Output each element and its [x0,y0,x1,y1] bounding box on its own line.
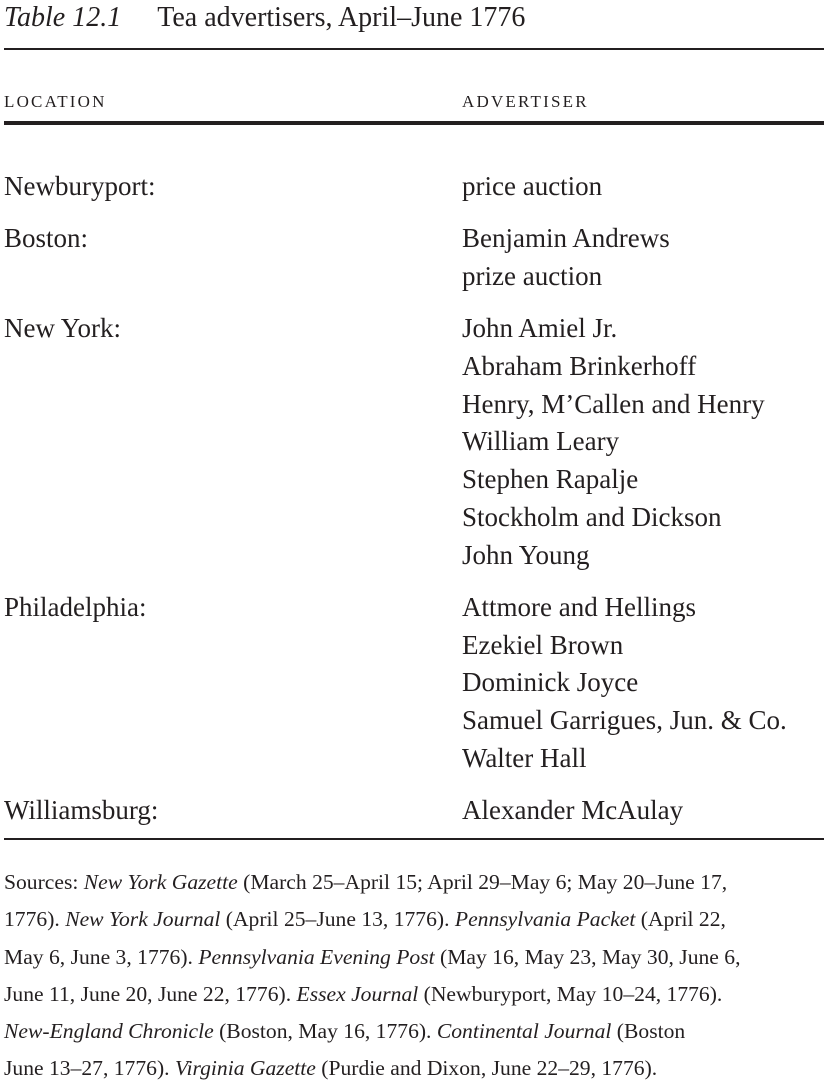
advertiser-name: Henry, M’Callen and Henry [462,388,765,419]
source-publication-title: Essex Journal [296,981,419,1006]
header-advertiser: ADVERTISER [462,92,589,111]
table-row [4,589,824,778]
source-publication-title: New-England Chronicle [4,1019,214,1044]
source-publication-title: Pennsylvania Packet [454,907,636,932]
source-text: May 6, June 3, 1776). [4,944,199,969]
table-body [4,168,824,844]
table-row [4,310,824,575]
bottom-rule [4,838,824,840]
source-text: (April 22, [635,907,726,932]
sources-line [4,864,824,901]
source-text: (April 25–June 13, 1776). [220,907,455,932]
source-text: (Boston [611,1019,686,1044]
advertiser-name: Stephen Rapalje [462,464,639,495]
advertiser-cell [462,168,824,206]
table-row [4,220,824,296]
source-publication-title: New York Journal [65,907,221,932]
location-cell: Williamsburg: [4,795,159,826]
advertiser-name: price auction [462,171,603,201]
source-text: (Boston, May 16, 1776). [213,1019,437,1044]
advertiser-cell [462,310,824,575]
advertiser-name: Benjamin Andrews [462,223,670,254]
source-text: (Newburyport, May 10–24, 1776). [418,981,723,1006]
advertiser-name: Abraham Brinkerhoff [462,350,697,381]
header-rule [4,121,824,125]
advertiser-name: Alexander McAulay [462,795,684,826]
source-text: 1776). [4,907,66,932]
sources-line [4,1050,824,1087]
advertiser-cell [462,792,824,830]
table-header-row [4,88,824,116]
source-text: (Purdie and Dixon, June 22–29, 1776). [315,1056,658,1081]
sources-line [4,1013,824,1050]
sources-line [4,939,824,976]
advertiser-name: Samuel Garrigues, Jun. & Co. [462,705,787,736]
document-page [4,0,824,1083]
source-text: June 11, June 20, June 22, 1776). [4,981,297,1006]
table-number: Table 12.1 [4,2,122,33]
source-publication-title: Virginia Gazette [174,1056,316,1081]
source-publication-title: Continental Journal [436,1019,612,1044]
advertiser-name: Ezekiel Brown [462,629,624,660]
location-cell: Newburyport: [4,171,156,201]
advertiser-name: William Leary [462,426,620,457]
advertiser-name: prize auction [462,260,603,291]
advertiser-cell [462,220,824,296]
source-text: Sources: [4,870,84,894]
table-title: Tea advertisers, April–June 1776 [157,2,526,33]
sources-note [4,864,824,1088]
top-rule [4,48,824,50]
advertiser-name: Walter Hall [462,743,587,774]
sources-line [4,976,824,1013]
advertiser-name: Attmore and Hellings [462,591,696,622]
advertiser-name: John Amiel Jr. [462,312,618,343]
location-cell: Boston: [4,223,89,254]
table-row [4,168,824,206]
advertiser-name: Stockholm and Dickson [462,501,722,532]
source-text: (March 25–April 15; April 29–May 6; May 20–June 17, [237,870,728,894]
header-location: LOCATION [4,92,107,111]
table-caption [4,0,525,36]
advertiser-cell [462,589,824,778]
source-text: (May 16, May 23, May 30, June 6, [434,944,741,969]
location-cell: Philadelphia: [4,591,147,622]
source-publication-title: Pennsylvania Evening Post [198,944,435,969]
sources-line [4,901,824,938]
advertiser-name: John Young [462,539,590,570]
source-text: June 13–27, 1776). [4,1056,175,1081]
location-cell: New York: [4,312,122,343]
table-row [4,792,824,830]
advertiser-name: Dominick Joyce [462,667,639,698]
source-publication-title: New York Gazette [83,870,238,894]
